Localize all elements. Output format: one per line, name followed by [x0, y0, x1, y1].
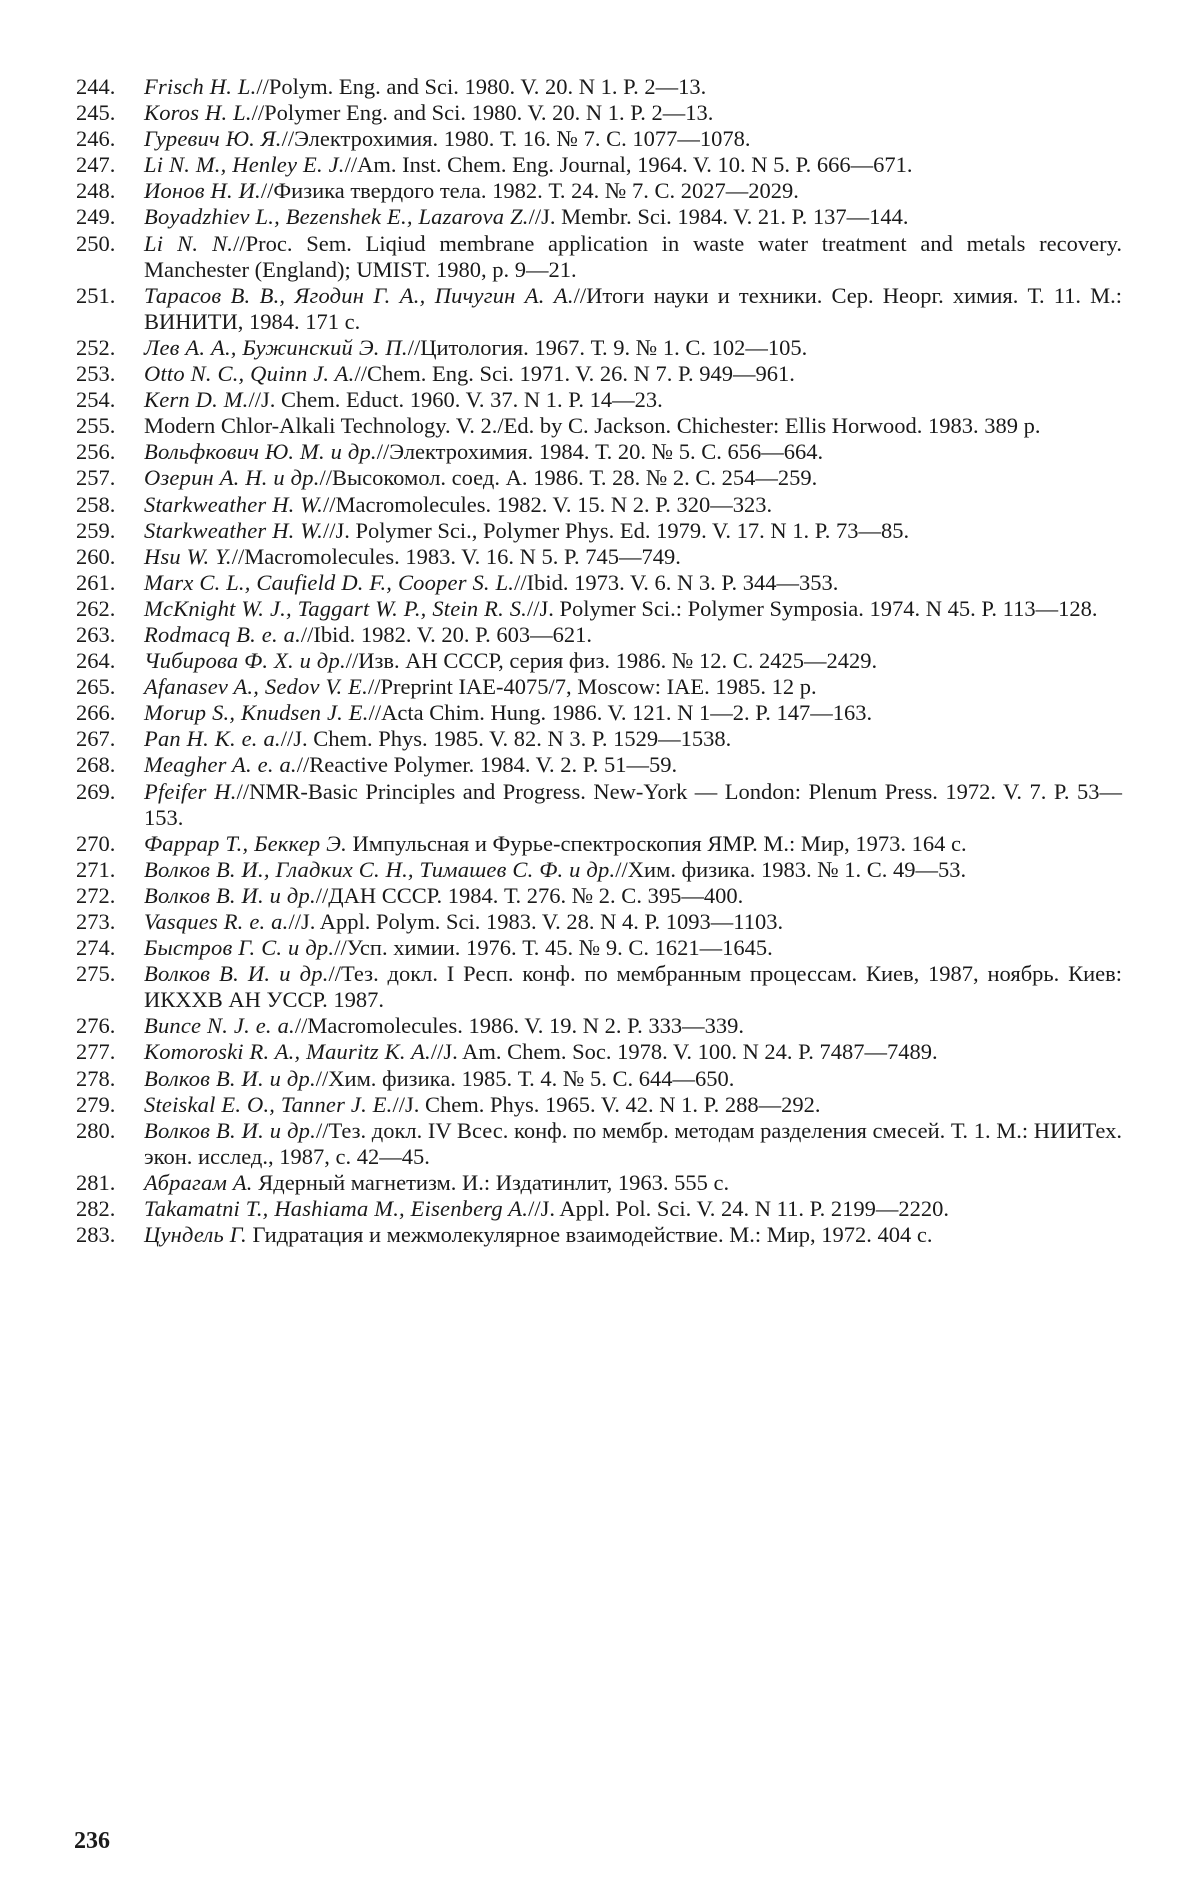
reference-source: //J. Appl. Pol. Sci. V. 24. N 11. P. 2199—2220. [528, 1196, 949, 1222]
reference-source: //Ibid. 1973. V. 6. N 3. P. 344—353. [514, 569, 839, 595]
reference-author: Волков В. И., Гладких С. Н., Тимашев С. Ф. и др. [144, 856, 616, 882]
reference-item [76, 74, 1122, 100]
reference-item [76, 361, 1122, 387]
reference-source: //Proc. Sem. Liqiud membrane application in waste water treatment and metals recovery. Manchester (England); UMIST. 1980, p. 9—21. [144, 230, 1122, 282]
reference-author: Afanasev A., Sedov V. E. [144, 674, 368, 700]
reference-item [76, 492, 1122, 518]
reference-item [76, 518, 1122, 544]
reference-source: //J. Appl. Polym. Sci. 1983. V. 28. N 4. P. 1093—1103. [288, 909, 784, 934]
reference-source: //Polym. Eng. and Sci. 1980. V. 20. N 1. P. 2—13. [256, 74, 707, 99]
reference-source: //J. Polymer Sci.: Polymer Symposia. 1974. N 45. P. 113—128. [527, 595, 1098, 621]
reference-number: 251. [76, 282, 116, 308]
reference-source: //J. Chem. Phys. 1965. V. 42. N 1. P. 288—292. [392, 1091, 821, 1117]
reference-author: Meagher A. e. a. [144, 752, 297, 778]
reference-author: Тарасов В. В., Ягодин Г. А., Пичугин А. А. [144, 282, 574, 308]
reference-item [76, 648, 1122, 674]
reference-number: 265. [76, 674, 116, 700]
reference-author: Волков В. И. и др. [144, 1117, 316, 1143]
reference-author: Bunce N. J. e. a. [144, 1013, 295, 1039]
reference-number: 262. [76, 595, 116, 621]
reference-item [76, 1066, 1122, 1092]
reference-item [76, 831, 1122, 857]
reference-number: 279. [76, 1091, 116, 1117]
reference-item [76, 700, 1122, 726]
reference-number: 255. [76, 413, 116, 439]
reference-author: Vasques R. e. a. [144, 909, 289, 934]
reference-item [76, 413, 1122, 439]
reference-item [76, 465, 1122, 491]
reference-source: //J. Membr. Sci. 1984. V. 21. P. 137—144. [528, 204, 909, 230]
reference-source: //Электрохимия. 1980. Т. 16. № 7. С. 1077—1078. [281, 126, 751, 152]
reference-source: //ДАН СССР. 1984. Т. 276. № 2. С. 395—400. [315, 882, 744, 908]
reference-author: Фаррар Т., Беккер Э. [144, 830, 347, 856]
reference-source: //J. Polymer Sci., Polymer Phys. Ed. 1979. V. 17. N 1. P. 73—85. [323, 517, 910, 543]
reference-author: Li N. N. [144, 230, 234, 256]
reference-number: 281. [76, 1169, 116, 1195]
reference-item [76, 1196, 1122, 1222]
reference-author: Ионов Н. И. [144, 178, 261, 204]
reference-item [76, 622, 1122, 648]
reference-number: 249. [76, 204, 116, 230]
reference-author: Rodmacq B. e. a. [144, 621, 301, 647]
reference-item [76, 544, 1122, 570]
reference-source: Импульсная и Фурье-спектроскопия ЯМР. М.: Мир, 1973. 164 с. [346, 830, 967, 856]
reference-author: Лев А. А., Бужинский Э. П. [144, 334, 408, 360]
reference-source: //Тез. докл. I Респ. конф. по мембранным процессам. Киев, 1987, ноябрь. Киев: ИКХХВ АН УССР. 1987. [144, 961, 1123, 1013]
reference-author: Озерин А. Н. и др. [144, 465, 320, 491]
reference-item [76, 1039, 1122, 1065]
reference-number: 254. [76, 387, 116, 413]
reference-author: Волков В. И. и др. [144, 961, 329, 987]
reference-author: Steiskal E. O., Tanner J. E. [144, 1091, 393, 1117]
reference-item [76, 1013, 1122, 1039]
reference-item [76, 857, 1122, 883]
reference-author: Pan H. K. e. a. [144, 726, 281, 752]
reference-number: 257. [76, 465, 116, 491]
reference-source: //Macromolecules. 1982. V. 15. N 2. P. 320—323. [323, 491, 773, 517]
reference-number: 268. [76, 752, 116, 778]
reference-author: McKnight W. J., Taggart W. P., Stein R. S. [144, 595, 528, 621]
reference-source: //Polymer Eng. and Sci. 1980. V. 20. N 1. P. 2—13. [251, 100, 714, 126]
reference-source: //Macromolecules. 1986. V. 19. N 2. P. 333—339. [294, 1013, 745, 1039]
reference-number: 253. [76, 361, 116, 387]
reference-number: 272. [76, 882, 116, 908]
reference-source: //Macromolecules. 1983. V. 16. N 5. P. 745—749. [231, 543, 681, 569]
reference-number: 280. [76, 1117, 116, 1143]
reference-author: Kern D. M. [144, 387, 249, 413]
reference-number: 275. [76, 961, 116, 987]
reference-number: 247. [76, 152, 116, 178]
reference-author: Pfeifer H. [144, 778, 237, 804]
reference-author: Li N. M., Henley E. J. [144, 152, 345, 178]
reference-number: 283. [76, 1222, 116, 1248]
reference-source: //Reactive Polymer. 1984. V. 2. P. 51—59. [296, 752, 678, 778]
reference-number: 282. [76, 1196, 116, 1222]
reference-number: 273. [76, 909, 116, 934]
reference-number: 260. [76, 543, 116, 569]
reference-author: Otto N. C., Quinn J. A. [144, 361, 355, 387]
reference-item [76, 779, 1122, 831]
reference-number: 252. [76, 334, 116, 360]
reference-author: Marx C. L., Caufield D. F., Cooper S. L. [144, 569, 515, 595]
reference-number: 245. [76, 100, 116, 126]
reference-source: //Chem. Eng. Sci. 1971. V. 26. N 7. P. 949—961. [354, 361, 795, 387]
reference-item [76, 283, 1122, 335]
reference-source: //Am. Inst. Chem. Eng. Journal, 1964. V. 10. N 5. P. 666—671. [344, 152, 913, 178]
reference-number: 256. [76, 439, 116, 465]
reference-author: Вольфкович Ю. М. и др. [144, 439, 377, 465]
reference-author: Чибирова Ф. Х. и др. [144, 648, 346, 674]
reference-item [76, 909, 1122, 935]
reference-source: Ядерный магнетизм. И.: Издатинлит, 1963. 555 с. [252, 1169, 730, 1195]
reference-author: Hsu W. Y. [144, 543, 232, 569]
reference-number: 261. [76, 569, 116, 595]
reference-number: 244. [76, 74, 116, 99]
reference-number: 276. [76, 1013, 116, 1039]
reference-item [76, 1118, 1122, 1170]
reference-source: //Цитология. 1967. Т. 9. № 1. С. 102—105. [407, 334, 808, 360]
reference-source: //Тез. докл. IV Всес. конф. по мембр. методам разделения смесей. Т. 1. М.: НИИТех. экон. исслед., 1987, с. 42—45. [144, 1117, 1122, 1169]
reference-author: Koros H. L. [144, 100, 252, 126]
reference-author: Гуревич Ю. Я. [144, 126, 282, 152]
reference-number: 278. [76, 1065, 116, 1091]
reference-number: 263. [76, 621, 116, 647]
reference-number: 269. [76, 778, 116, 804]
reference-item [76, 570, 1122, 596]
reference-item [76, 961, 1122, 1013]
reference-author: Frisch H. L. [144, 74, 257, 99]
reference-item [76, 1092, 1122, 1118]
reference-author: Starkweather H. W. [144, 517, 324, 543]
reference-item [76, 674, 1122, 700]
reference-number: 267. [76, 726, 116, 752]
reference-author: Morup S., Knudsen J. E. [144, 700, 369, 726]
reference-list [76, 74, 1122, 1248]
reference-item [76, 335, 1122, 361]
reference-item [76, 1222, 1122, 1248]
reference-source: //J. Chem. Educt. 1960. V. 37. N 1. P. 14—23. [248, 387, 663, 413]
reference-author: Boyadzhiev L., Bezenshek E., Lazarova Z. [144, 204, 529, 230]
reference-source: Гидратация и межмолекулярное взаимодействие. М.: Мир, 1972. 404 с. [246, 1222, 933, 1248]
reference-number: 274. [76, 935, 116, 961]
reference-source: //Preprint IAE-4075/7, Moscow: IAE. 1985. 12 p. [367, 674, 817, 700]
reference-source: //J. Chem. Phys. 1985. V. 82. N 3. P. 1529—1538. [280, 726, 732, 752]
reference-source: //J. Am. Chem. Soc. 1978. V. 100. N 24. P. 7487—7489. [430, 1039, 938, 1065]
reference-source: //Электрохимия. 1984. Т. 20. № 5. С. 656—664. [376, 439, 824, 465]
reference-author: Абрагам А. [144, 1169, 253, 1195]
reference-author: Цундель Г. [144, 1222, 247, 1248]
reference-item [76, 126, 1122, 152]
reference-number: 266. [76, 700, 116, 726]
reference-item [76, 1170, 1122, 1196]
reference-source: //NMR-Basic Principles and Progress. New-York — London: Plenum Press. 1972. V. 7. P. 53—153. [144, 778, 1122, 830]
reference-source: //Усп. химии. 1976. Т. 45. № 9. С. 1621—1645. [334, 935, 773, 961]
reference-source: //Хим. физика. 1983. № 1. С. 49—53. [615, 856, 967, 882]
reference-author: Komoroski R. A., Mauritz K. A. [144, 1039, 431, 1065]
reference-number: 270. [76, 830, 116, 856]
reference-source: //Изв. АН СССР, серия физ. 1986. № 12. С. 2425—2429. [345, 648, 878, 674]
reference-item [76, 596, 1122, 622]
reference-author: Быстров Г. С. и др. [144, 935, 335, 961]
reference-source: //Acta Chim. Hung. 1986. V. 121. N 1—2. P. 147—163. [368, 700, 873, 726]
reference-source: //Итоги науки и техники. Сер. Неорг. химия. Т. 11. М.: ВИНИТИ, 1984. 171 с. [144, 282, 1123, 334]
reference-item [76, 883, 1122, 909]
reference-source: //Ibid. 1982. V. 20. P. 603—621. [300, 621, 593, 647]
reference-item [76, 231, 1122, 283]
reference-number: 277. [76, 1039, 116, 1065]
reference-number: 271. [76, 856, 116, 882]
reference-item [76, 204, 1122, 230]
reference-item [76, 387, 1122, 413]
reference-item [76, 935, 1122, 961]
reference-item [76, 726, 1122, 752]
reference-number: 264. [76, 648, 116, 674]
reference-author: Takamatni T., Hashiama M., Eisenberg A. [144, 1196, 529, 1222]
reference-number: 258. [76, 491, 116, 517]
reference-item [76, 152, 1122, 178]
reference-number: 246. [76, 126, 116, 152]
reference-number: 248. [76, 178, 116, 204]
reference-item [76, 752, 1122, 778]
reference-number: 250. [76, 230, 116, 256]
reference-number: 259. [76, 517, 116, 543]
reference-source: //Физика твердого тела. 1982. Т. 24. № 7. С. 2027—2029. [260, 178, 799, 204]
reference-source: Modern Chlor-Alkali Technology. V. 2./Ed. by C. Jackson. Chichester: Ellis Horwood. 1983. 389 p. [144, 413, 1041, 439]
reference-item [76, 439, 1122, 465]
page-number: 236 [74, 1828, 110, 1854]
reference-item [76, 100, 1122, 126]
reference-author: Starkweather H. W. [144, 491, 324, 517]
reference-item [76, 178, 1122, 204]
reference-source: //Хим. физика. 1985. Т. 4. № 5. С. 644—650. [315, 1065, 735, 1091]
reference-author: Волков В. И. и др. [144, 1065, 316, 1091]
reference-author: Волков В. И. и др. [144, 882, 316, 908]
reference-source: //Высокомол. соед. А. 1986. Т. 28. № 2. С. 254—259. [319, 465, 818, 491]
